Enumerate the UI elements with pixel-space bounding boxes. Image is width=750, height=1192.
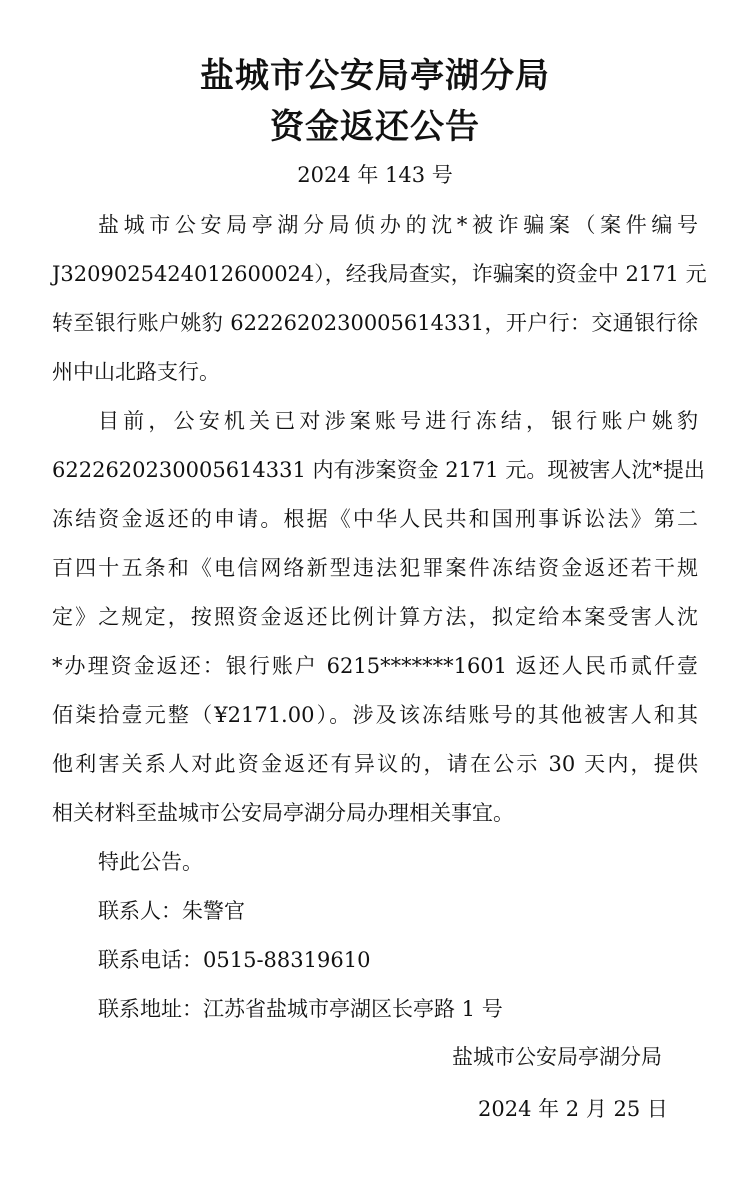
paragraph-2-line-4: 百四十五条和《电信网络新型违法犯罪案件冻结资金返还若干规	[52, 556, 698, 580]
paragraph-2-line-1: 目前，公安机关已对涉案账号进行冻结，银行账户姚豹	[98, 409, 698, 433]
document-title-line-2: 资金返还公告	[270, 107, 480, 147]
paragraph-1-line-2: J3209025424012600024），经我局查实，诈骗案的资金中 2171 元	[52, 262, 707, 286]
paragraph-2-line-2: 6222620230005614331 内有涉案资金 2171 元。现被害人沈*提出	[52, 458, 705, 482]
paragraph-2-line-9: 相关材料至盐城市公安局亭湖分局办理相关事宜。	[52, 801, 514, 825]
paragraph-2-line-5: 定》之规定，按照资金返还比例计算方法，拟定给本案受害人沈	[52, 605, 698, 629]
paragraph-2-line-7: 佰柒拾壹元整（¥2171.00）。涉及该冻结账号的其他被害人和其	[52, 703, 698, 727]
paragraph-1-line-4: 州中山北路支行。	[52, 360, 220, 384]
document-number: 2024 年 143 号	[297, 163, 453, 187]
document-title-line-1: 盐城市公安局亭湖分局	[200, 56, 550, 96]
contact-phone: 联系电话：0515-88319610	[98, 948, 371, 972]
closing-statement: 特此公告。	[98, 850, 203, 874]
signature-organization: 盐城市公安局亭湖分局	[452, 1045, 662, 1069]
contact-person: 联系人：朱警官	[98, 899, 245, 923]
paragraph-2-line-3: 冻结资金返还的申请。根据《中华人民共和国刑事诉讼法》第二	[52, 507, 698, 531]
contact-address: 联系地址：江苏省盐城市亭湖区长亭路 1 号	[98, 997, 503, 1021]
paragraph-2-line-6: *办理资金返还：银行账户 6215*******1601 返还人民币贰仟壹	[52, 654, 698, 678]
signature-date: 2024 年 2 月 25 日	[478, 1097, 668, 1121]
paragraph-2-line-8: 他利害关系人对此资金返还有异议的，请在公示 30 天内，提供	[52, 752, 698, 776]
paragraph-1-line-3: 转至银行账户姚豹 6222620230005614331，开户行：交通银行徐	[52, 311, 698, 335]
paragraph-1-line-1: 盐城市公安局亭湖分局侦办的沈*被诈骗案（案件编号	[98, 213, 698, 237]
